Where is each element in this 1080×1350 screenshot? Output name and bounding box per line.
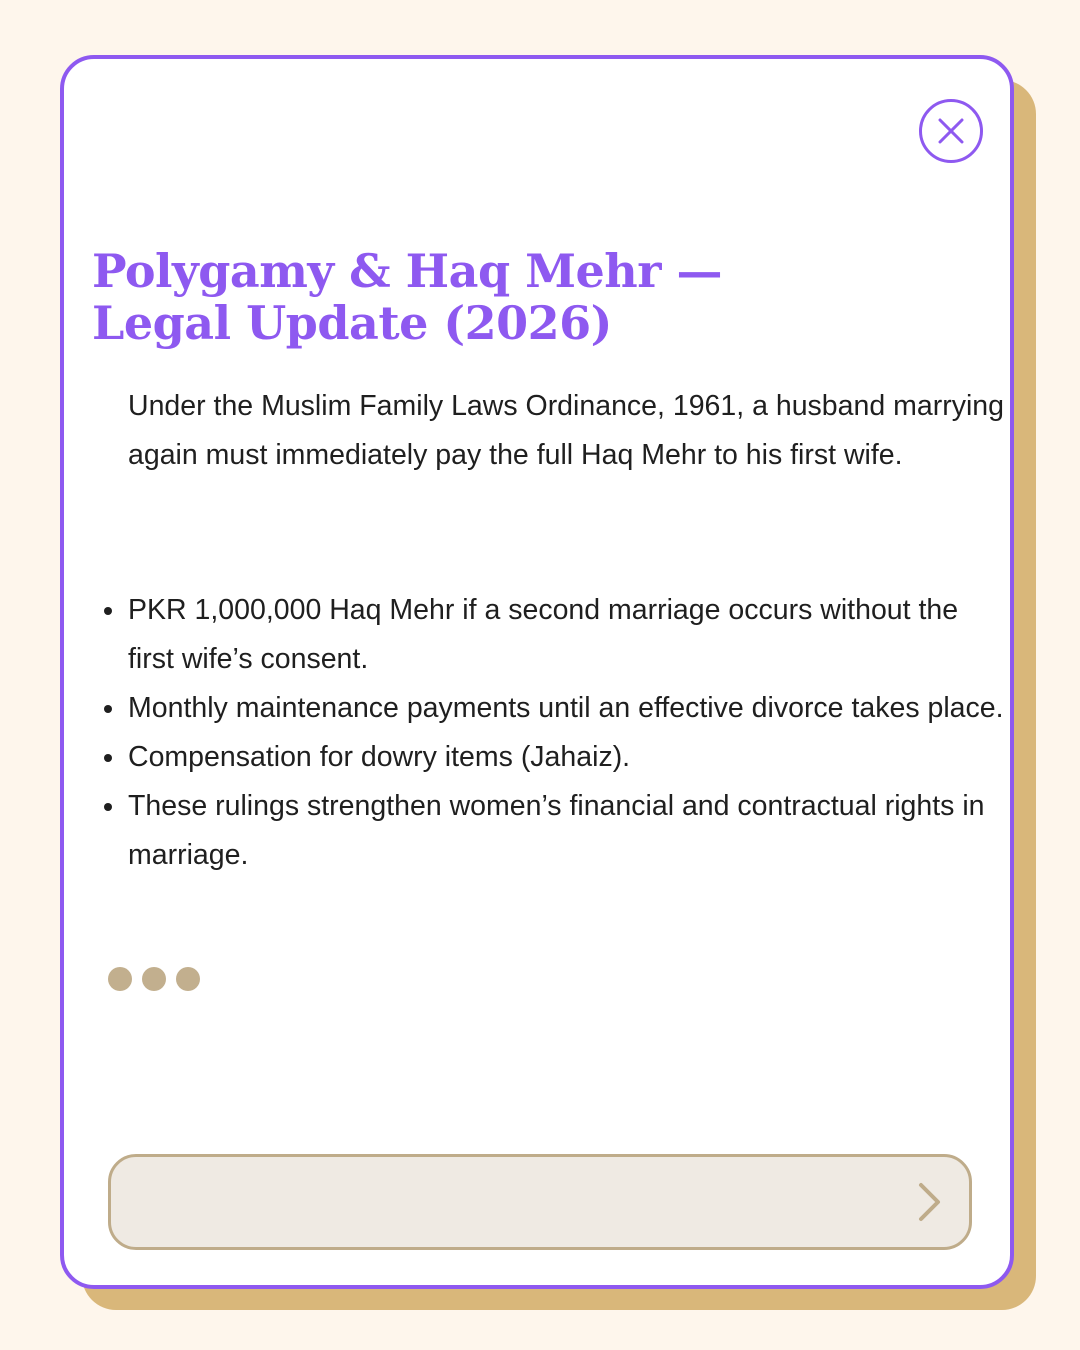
info-card [60, 55, 1014, 1289]
chevron-right-icon [916, 1182, 942, 1222]
typing-indicator [108, 967, 200, 991]
message-input[interactable] [108, 1154, 972, 1250]
typing-dot [142, 967, 166, 991]
close-button[interactable] [919, 99, 983, 163]
list-item: These rulings strengthen women’s financial and contractual rights in marriage. [128, 782, 1008, 880]
list-item: Monthly maintenance payments until an effective divorce takes place. [128, 684, 1008, 733]
title-line-1: Polygamy & Haq Mehr — [92, 244, 722, 298]
list-item: Compensation for dowry items (Jahaiz). [128, 733, 1008, 782]
title-line-2: Legal Update (2026) [92, 296, 612, 350]
send-button[interactable] [907, 1179, 951, 1225]
typing-dot [108, 967, 132, 991]
close-icon [938, 118, 964, 144]
list-item: PKR 1,000,000 Haq Mehr if a second marriage occurs without the first wife’s consent. [128, 586, 1008, 684]
card-title [92, 245, 972, 349]
points-list [128, 586, 1008, 880]
intro-text: Under the Muslim Family Laws Ordinance, 1961, a husband marrying again must immediately pay the full Haq Mehr to his first wife. [128, 390, 1004, 471]
typing-dot [176, 967, 200, 991]
